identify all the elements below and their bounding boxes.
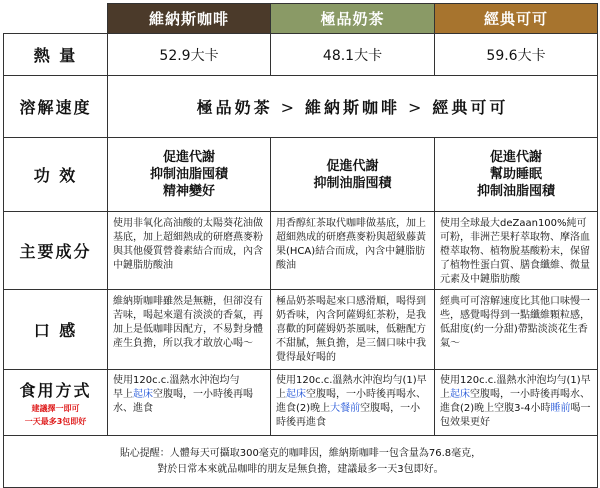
taste-cocoa: 經典可可溶解速度比其他口味慢一些，感覺喝得到一點纖維顆粒感，低甜度(約一分甜)帶點淡淡花生香氣～ [435, 290, 598, 370]
calories-cocoa: 59.6大卡 [435, 34, 598, 76]
taste-coffee: 維納斯咖啡雖然是無糖，但卻沒有苦味，喝起來還有淡淡的香氣，再加上是低咖啡因配方，不易對身體產生負擔，所以我才敢放心喝～ [108, 290, 271, 370]
usage-highlight: 起床 [450, 389, 470, 400]
comparison-table [3, 3, 598, 488]
effect-line: 促進代謝 [326, 158, 379, 174]
usage-coffee [108, 370, 271, 436]
effect-line: 抑制油脂囤積 [476, 184, 555, 199]
calories-coffee: 52.9大卡 [108, 34, 271, 76]
effect-line: 促進代謝 [489, 150, 542, 165]
usage-text: 喝一包效果更好 [440, 403, 591, 428]
speed-third: 經典可可 [432, 98, 509, 117]
usage-warning-line: 一天最多3包即好 [24, 417, 87, 426]
speed-first: 極品奶茶 [196, 98, 273, 117]
speed-row [4, 76, 598, 138]
header-blank [4, 4, 108, 34]
usage-text: 空腹喝，一小時後再喝水、進食 [113, 389, 253, 414]
ingredients-cocoa: 使用全球最大deZaan100%純可可粉，非洲芒果籽萃取物、摩洛血橙萃取物、植物脫基酸粉末，保留了植物性蛋白質、膳食纖維、微量元素及中鏈脂肪酸 [435, 212, 598, 290]
tip-row [4, 436, 598, 488]
ingredients-row [4, 212, 598, 290]
taste-label: 口 感 [4, 290, 108, 370]
usage-text: 使用120c.c.溫熱水沖泡均勻(1)早上 [440, 375, 591, 400]
ingredients-milktea: 用香醇紅茶取代咖啡做基底，加上超細熟成的研磨燕麥粉與超級藤黃果(HCA)結合而成，內含中鏈脂肪酸油 [271, 212, 435, 290]
tip-line-1: 貼心提醒：人體每天可攝取300毫克的咖啡因，維納斯咖啡一包含量為76.8毫克， [119, 447, 482, 459]
usage-highlight: 起床 [133, 389, 153, 400]
effect-line: 精神變好 [162, 184, 215, 199]
usage-label-cell [4, 370, 108, 436]
effect-milktea [271, 138, 435, 212]
header-milktea: 極品奶茶 [271, 4, 435, 34]
usage-highlight: 大餐前 [330, 403, 361, 414]
taste-milktea: 極品奶茶喝起來口感滑順，喝得到奶香味，內含阿薩姆紅茶粉，是我喜歡的阿薩姆奶茶風味，低糖配方不甜膩，無負擔，是三個口味中我覺得最好喝的 [271, 290, 435, 370]
effect-coffee [108, 138, 271, 212]
header-row [4, 4, 598, 34]
speed-sep-2: > [408, 98, 425, 117]
usage-warning-line: 建議擇一即可 [31, 404, 80, 413]
taste-row [4, 290, 598, 370]
effect-label: 功 效 [4, 138, 108, 212]
calories-row [4, 34, 598, 76]
tip-cell [4, 436, 598, 488]
calories-milktea: 48.1大卡 [271, 34, 435, 76]
usage-milktea [271, 370, 435, 436]
tip-line-2: 對於日常本來就品咖啡的朋友是無負擔，建議最多一天3包即好。 [157, 463, 444, 475]
ingredients-coffee: 使用非氧化高油酸的太陽葵花油做基底，加上超細熱成的研磨燕麥粉與其他優質營養素結合而成，內含中鏈脂肪酸油 [108, 212, 271, 290]
usage-text: 早上 [113, 389, 133, 400]
usage-highlight: 睡前 [550, 403, 571, 414]
calories-label: 熱 量 [4, 34, 108, 76]
usage-cocoa [435, 370, 598, 436]
ingredients-label: 主要成分 [4, 212, 108, 290]
effect-line: 抑制油脂囤積 [149, 167, 228, 182]
header-cocoa: 經典可可 [435, 4, 598, 34]
speed-sep-1: > [280, 98, 297, 117]
speed-order [108, 76, 598, 138]
effect-row [4, 138, 598, 212]
speed-second: 維納斯咖啡 [304, 98, 400, 117]
usage-text: 使用120c.c.溫熱水沖泡均勻 [113, 375, 240, 386]
usage-text: 使用120c.c.溫熱水沖泡均勻(1)早上 [276, 375, 427, 400]
usage-text: 空腹喝，一小時後再喝水、進食(2)晚上 [276, 389, 426, 414]
effect-line: 促進代謝 [162, 150, 215, 165]
usage-highlight: 起床 [286, 389, 306, 400]
usage-text: 空腹喝，一小時後再喝水、進食(2)晚上空腹3-4小時 [440, 389, 590, 414]
speed-label: 溶解速度 [4, 76, 108, 138]
usage-text: 空腹喝，一小時後再進食 [276, 403, 421, 428]
header-coffee: 維納斯咖啡 [108, 4, 271, 34]
effect-line: 幫助睡眠 [489, 167, 542, 182]
effect-cocoa [435, 138, 598, 212]
usage-label: 食用方式 [19, 381, 92, 400]
effect-line: 抑制油脂囤積 [313, 175, 392, 191]
usage-row [4, 370, 598, 436]
